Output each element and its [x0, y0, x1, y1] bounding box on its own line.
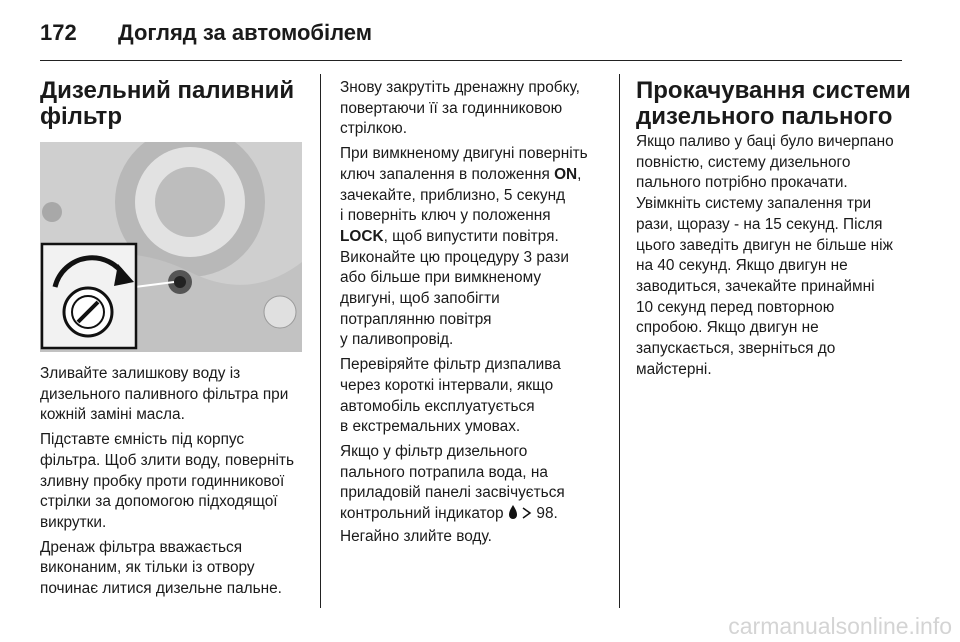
paragraph: При вимкненому двигуні поверніть ключ запалення в положення ON, зачекайте, приблизно, 5 секунд і поверніть ключ у положення LOCK, щоб випустити повітря. Виконайте цю процедуру 3 рази або більше при вимкненому двигуні, щоб запобігти потраплянню повітря у паливопровід. [340, 145, 588, 349]
page-reference[interactable]: 98. [532, 505, 558, 523]
paragraph: Зливайте залишкову воду із дизельного паливного фільтра при кожній заміні масла. [40, 365, 289, 424]
key-position-lock: LOCK [340, 227, 384, 245]
page-reference-arrow-icon[interactable] [522, 506, 532, 527]
page-number: 172 [40, 20, 77, 45]
column-divider [320, 74, 321, 608]
paragraph: Знову закрутіть дренажну пробку, повертаючи її за годинниковою стрілкою. [340, 79, 580, 138]
key-position-on: ON [554, 165, 578, 183]
watermark: carmanualsonline.info [728, 613, 952, 639]
column-diesel-filter [40, 78, 308, 604]
page-header [40, 20, 902, 61]
paragraph: Якщо паливо у баці було вичерпано повністю, систему дизельного пального потрібно прокачати. Увімкніть систему запалення три рази, щоразу - на 15 секунд. Після цього заведіть двигун не більше ніж на 40 секунд. Якщо двигун не заводиться, зачекайте принаймні 10 секунд перед повторною спробою. Якщо двигун не запускається, зверніться до майстерні. [636, 133, 894, 378]
section-title: Догляд за автомобілем [118, 20, 373, 45]
paragraph: Підставте ємність під корпус фільтра. Щоб злити воду, поверніть зливну пробку проти годинникової стрілки за допомогою підходящої викрутки. [40, 431, 294, 531]
heading-bleeding-system: Прокачування системи дизельного пального [636, 77, 911, 130]
paragraph: Перевіряйте фільтр дизпалива через короткі інтервали, якщо автомобіль експлуатується в екстремальних умовах. [340, 356, 561, 436]
column-divider [619, 74, 620, 608]
paragraph: Дренаж фільтра вважається виконаним, як тільки із отвору починає литися дизельне пальне. [40, 538, 282, 598]
paragraph: Якщо у фільтр дизельного пального потрапила вода, на приладовій панелі засвічується контрольний індикатор 98. Негайно злийте воду. [340, 442, 565, 545]
heading-diesel-filter: Дизельний паливний фільтр [40, 77, 295, 130]
water-in-fuel-indicator-icon [508, 504, 518, 527]
fuel-filter-illustration [40, 142, 302, 352]
column-procedure [340, 78, 610, 551]
column-bleeding-system [636, 77, 911, 384]
